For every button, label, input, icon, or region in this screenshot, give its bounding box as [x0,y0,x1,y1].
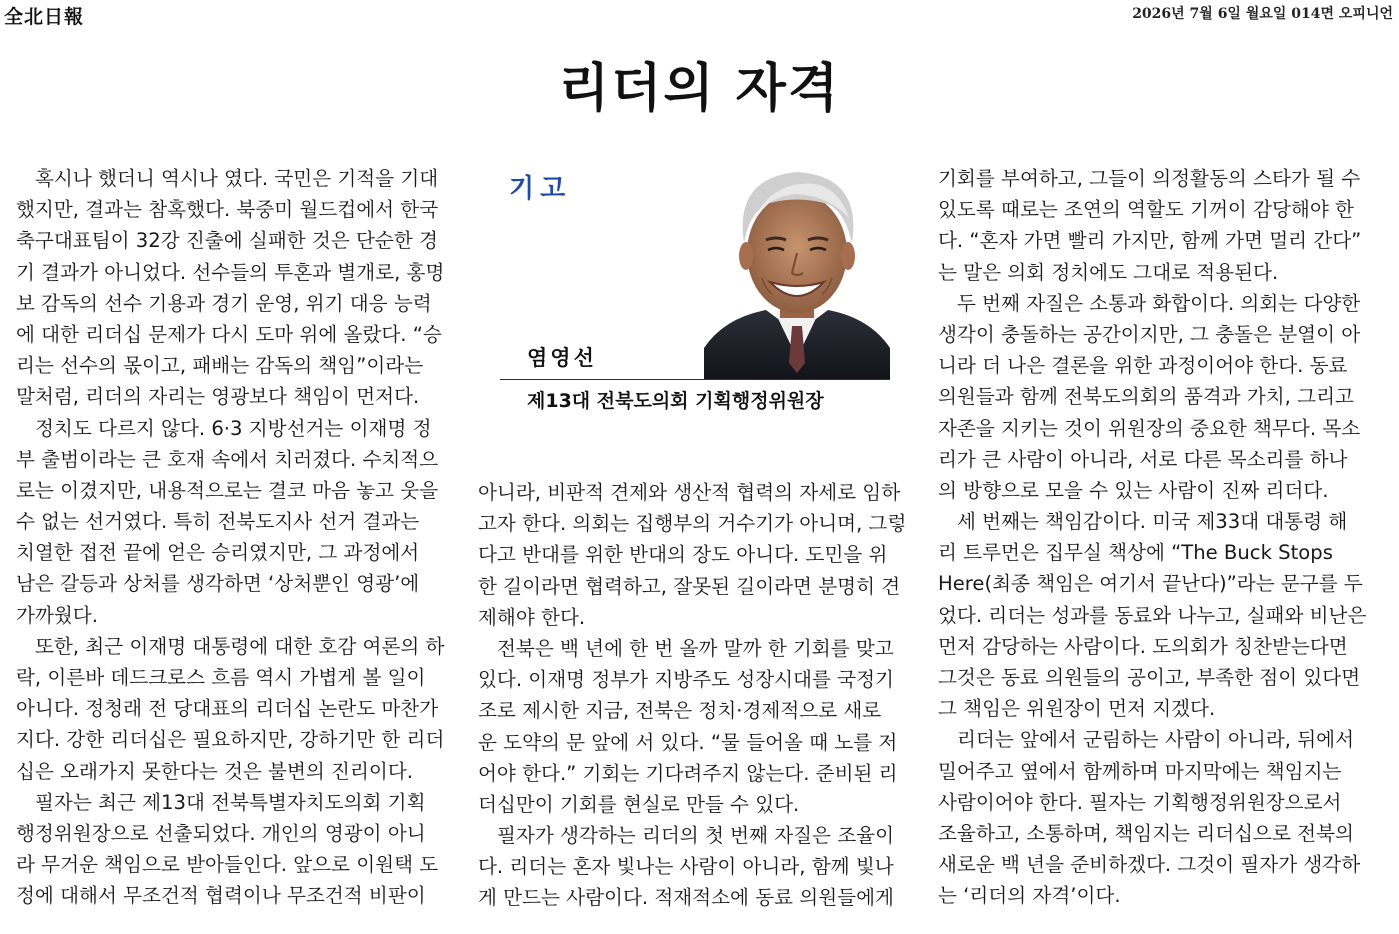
article-line: Here(최종 책임은 여기서 끝난다)”라는 문구를 두 [938,572,1363,596]
article-line: 그 책임은 위원장이 먼저 지겠다. [938,697,1216,721]
article-line: 말처럼, 리더의 자리는 영광보다 책임이 먼저다. [16,385,420,409]
article-line: 리는 선수의 몫이고, 패배는 감독의 책임”이라는 [16,354,424,378]
article-line: 제해야 한다. [478,605,586,629]
article-line: 니라 더 나은 결론을 위한 과정이어야 한다. 동료 [938,354,1348,378]
article-line: 생각이 충돌하는 공간이지만, 그 충돌은 분열이 아 [938,322,1361,346]
article-line: 자존을 지키는 것이 위원장의 중요한 책무다. 목소 [938,416,1361,440]
article-line: 었다. 리더는 성과를 동료와 나누고, 실패와 비난은 [938,603,1367,627]
article-line: 지다. 강한 리더십은 필요하지만, 강하기만 한 리더 [16,728,445,752]
article-line: 조율하고, 소통하며, 책임지는 리더십으로 전북의 [938,821,1354,845]
article-line: 다. “혼자 가면 빨리 가지만, 함께 가면 멀리 간다” [938,229,1362,253]
article-line: 전북은 백 년에 한 번 올까 말까 한 기회를 맞고 [497,636,894,660]
article-line: 아니라, 비판적 견제와 생산적 협력의 자세로 임하 [478,481,901,504]
article-line: 고자 한다. 의회는 집행부의 거수기가 아니며, 그렇 [478,512,907,536]
article-line: 그것은 동료 의원들의 공이고, 부족한 점이 있다면 [938,666,1361,689]
article-line: 리가 큰 사람이 아니라, 서로 다른 목소리를 하나 [938,447,1348,471]
article-line: 정에 대해서 무조건적 협력이나 무조건적 비판이 [16,884,426,908]
article-line: 사람이어야 한다. 필자는 기획행정위원장으로서 [938,790,1342,814]
article-line: 다. 리더는 혼자 빛나는 사람이 아니라, 함께 빛나 [478,855,894,879]
article-line: 기회를 부여하고, 그들이 의정활동의 스타가 될 수 [938,167,1361,190]
article-line: 혹시나 했더니 역시나 였다. 국민은 기적을 기대 [35,167,439,190]
article-line: 수 없는 선거였다. 특히 전북도지사 선거 결과는 [16,510,420,534]
article-column-2 [478,477,916,914]
article-column-3 [938,163,1381,912]
newspaper-masthead: 全北日報 [4,6,85,28]
dateline: 2026년 7월 6일 월요일 014면 오피니언 [1132,6,1393,22]
article-line: 한 길이라면 협력하고, 잘못된 길이라면 분명히 견 [478,574,901,598]
article-line: 세 번째는 책임감이다. 미국 제33대 대통령 해 [957,510,1348,534]
article-line: 남은 갈등과 상처를 생각하면 ‘상처뿐인 영광’에 [16,572,420,596]
article-line: 가까웠다. [16,603,98,627]
article-line: 치열한 접전 끝에 얻은 승리였지만, 그 과정에서 [16,541,420,565]
author-name: 염영선 [527,346,597,370]
article-line: 했지만, 결과는 참혹했다. 북중미 월드컵에서 한국 [16,198,439,222]
article-line: 더십만이 기회를 현실로 만들 수 있다. [478,792,800,816]
article-line: 필자가 생각하는 리더의 첫 번째 자질은 조율이 [497,824,894,848]
author-photo [704,158,890,380]
author-position: 제13대 전북도의회 기획행정위원장 [527,390,824,412]
article-headline: 리더의 자격 [558,58,841,119]
article-line: 새로운 백 년을 준비하겠다. 그것이 필자가 생각하 [938,853,1361,877]
article-column-1 [16,163,454,912]
article-line: 조로 제시한 지금, 전북은 정치·경제적으로 새로 [478,699,882,723]
article-line: 두 번째 자질은 소통과 화합이다. 의회는 다양한 [957,291,1361,315]
article-line: 의 방향으로 모을 수 있는 사람이 진짜 리더다. [938,478,1329,502]
article-line: 다고 반대를 위한 반대의 장도 아니다. 도민을 위 [478,543,888,567]
article-line: 부 출범이라는 큰 호재 속에서 치러졌다. 수치적으 [16,447,439,471]
article-line: 어야 한다.” 기회는 기다려주지 않는다. 준비된 리 [478,761,898,785]
article-line: 있도록 때로는 조연의 역할도 기꺼이 감당해야 한 [938,198,1354,222]
article-line: 축구대표팀이 32강 진출에 실패한 것은 단순한 경 [16,229,438,253]
article-line: 게 만드는 사람이다. 적재적소에 동료 의원들에게 [478,886,894,910]
article-line: 운 도약의 문 앞에 서 있다. “물 들어올 때 노를 저 [478,730,898,754]
article-line: 의원들과 함께 전북도의회의 품격과 가치, 그리고 [938,385,1354,409]
divider-rule [500,379,890,380]
article-line: 밀어주고 옆에서 함께하며 마지막에는 책임지는 [938,759,1342,783]
article-line: 리더는 앞에서 군림하는 사람이 아니라, 뒤에서 [957,728,1354,752]
article-line: 는 ‘리더의 자격’이다. [938,884,1121,908]
article-line: 에 대한 리더십 문제가 다시 도마 위에 올랐다. “승 [16,322,442,346]
article-line: 락, 이른바 데드크로스 흐름 역시 가볍게 볼 일이 [16,666,426,689]
article-line: 리 트루먼은 집무실 책상에 “The Buck Stops [938,541,1333,565]
article-line: 십은 오래가지 못한다는 것은 불변의 진리이다. [16,759,413,783]
article-line: 기 결과가 아니었다. 선수들의 투혼과 별개로, 홍명 [16,260,445,284]
article-line: 로는 이겼지만, 내용적으로는 결코 마음 놓고 웃을 [16,478,439,502]
article-line: 있다. 이재명 정부가 지방주도 성장시대를 국정기 [478,668,894,692]
article-line: 보 감독의 선수 기용과 경기 운영, 위기 대응 능력 [16,291,432,315]
article-line: 아니다. 정청래 전 당대표의 리더십 논란도 마찬가 [16,697,439,721]
contribution-label: 기고 [509,174,572,204]
article-line: 라 무거운 책임으로 받아들인다. 앞으로 이원택 도 [16,853,439,877]
article-line: 또한, 최근 이재명 대통령에 대한 호감 여론의 하 [35,634,445,658]
article-line: 정치도 다르지 않다. 6·3 지방선거는 이재명 정 [35,416,432,440]
article-line: 필자는 최근 제13대 전북특별자치도의회 기획 [35,790,426,814]
article-line: 먼저 감당하는 사람이다. 도의회가 칭찬받는다면 [938,634,1348,658]
article-line: 행정위원장으로 선출되었다. 개인의 영광이 아니 [16,821,426,845]
article-line: 는 말은 의회 정치에도 그대로 적용된다. [938,260,1279,284]
